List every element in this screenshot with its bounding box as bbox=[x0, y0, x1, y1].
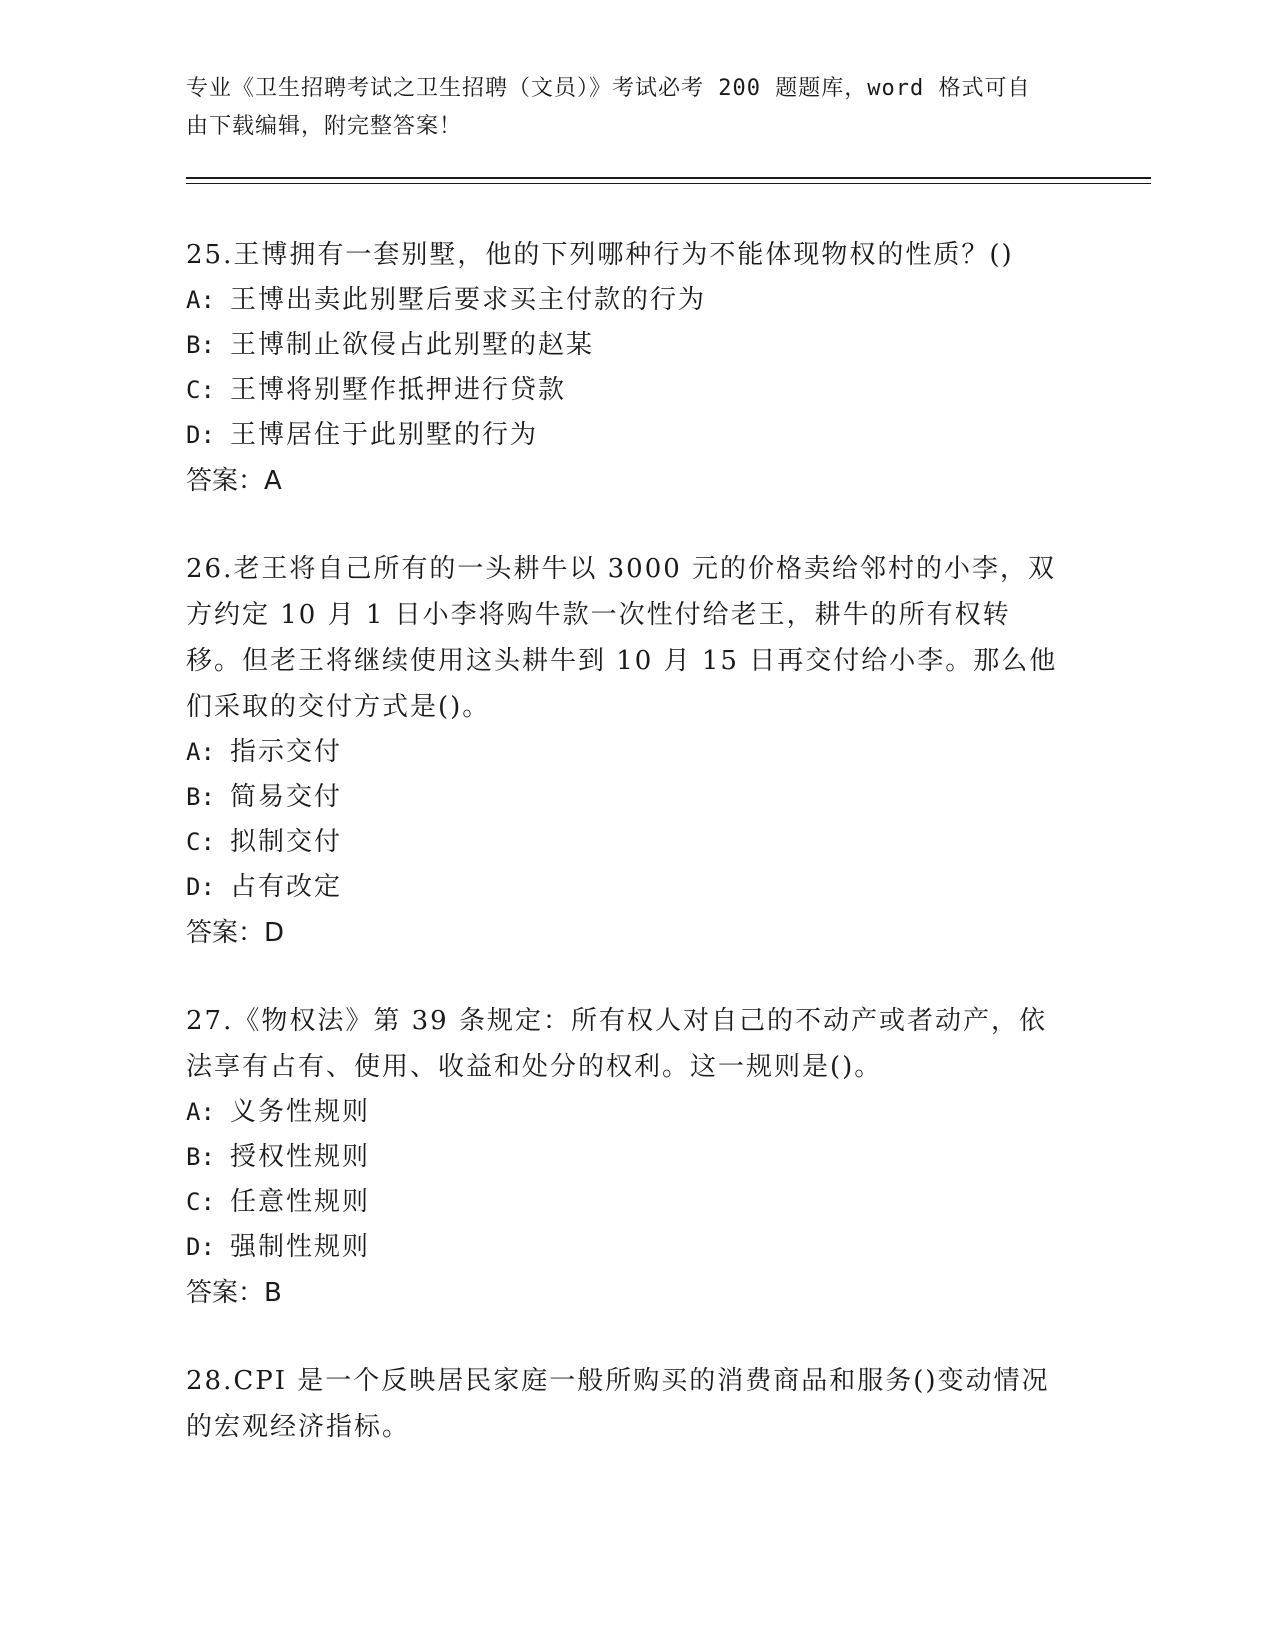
question-list bbox=[186, 232, 1066, 1492]
option-letter: C: bbox=[186, 376, 215, 404]
option-a bbox=[186, 278, 1066, 323]
option-c bbox=[186, 1180, 1066, 1225]
option-letter: A: bbox=[186, 286, 215, 314]
option-a bbox=[186, 730, 1066, 775]
question-25 bbox=[186, 232, 1066, 504]
option-text: 王博制止欲侵占此别墅的赵某 bbox=[230, 330, 595, 360]
document-header bbox=[186, 70, 1066, 146]
option-letter: A: bbox=[186, 1098, 215, 1126]
question-stem: 25.王博拥有一套别墅，他的下列哪种行为不能体现物权的性质？() bbox=[186, 240, 1014, 270]
question-28 bbox=[186, 1358, 1066, 1450]
option-text: 指示交付 bbox=[230, 737, 343, 767]
header-divider-thin bbox=[186, 183, 1151, 184]
option-c bbox=[186, 820, 1066, 865]
question-stem: 27.《物权法》第 39 条规定：所有权人对自己的不动产或者动产，依法享有占有、使用、收益和处分的权利。这一规则是()。 bbox=[186, 1006, 1047, 1082]
option-text: 王博居住于此别墅的行为 bbox=[230, 420, 539, 450]
option-letter: A: bbox=[186, 738, 215, 766]
option-letter: D: bbox=[186, 873, 215, 901]
option-text: 强制性规则 bbox=[230, 1232, 371, 1262]
option-text: 拟制交付 bbox=[230, 827, 343, 857]
option-text: 义务性规则 bbox=[230, 1097, 371, 1127]
option-letter: B: bbox=[186, 783, 215, 811]
header-line-2: 由下载编辑，附完整答案！ bbox=[186, 114, 463, 139]
option-text: 任意性规则 bbox=[230, 1187, 371, 1217]
option-letter: D: bbox=[186, 421, 215, 449]
question-27 bbox=[186, 998, 1066, 1316]
option-b bbox=[186, 1135, 1066, 1180]
option-text: 简易交付 bbox=[230, 782, 343, 812]
option-text: 王博将别墅作抵押进行贷款 bbox=[230, 375, 567, 405]
option-text: 王博出卖此别墅后要求买主付款的行为 bbox=[230, 285, 707, 315]
option-text: 占有改定 bbox=[230, 872, 343, 902]
option-letter: B: bbox=[186, 1143, 215, 1171]
question-stem: 28.CPI 是一个反映居民家庭一般所购买的消费商品和服务()变动情况的宏观经济指标。 bbox=[186, 1366, 1050, 1442]
option-d bbox=[186, 1225, 1066, 1270]
answer-line: 答案：D bbox=[186, 918, 285, 948]
answer-line: 答案：A bbox=[186, 466, 282, 496]
option-letter: C: bbox=[186, 1188, 215, 1216]
option-b bbox=[186, 775, 1066, 820]
header-line-1: 专业《卫生招聘考试之卫生招聘（文员）》考试必考 200 题题库，word 格式可自 bbox=[186, 76, 1031, 101]
option-letter: C: bbox=[186, 828, 215, 856]
option-letter: D: bbox=[186, 1233, 215, 1261]
answer-line: 答案：B bbox=[186, 1278, 282, 1308]
option-text: 授权性规则 bbox=[230, 1142, 371, 1172]
question-26 bbox=[186, 546, 1066, 956]
option-d bbox=[186, 413, 1066, 458]
option-d bbox=[186, 865, 1066, 910]
option-a bbox=[186, 1090, 1066, 1135]
option-letter: B: bbox=[186, 331, 215, 359]
header-divider-thick bbox=[186, 177, 1151, 179]
question-stem: 26.老王将自己所有的一头耕牛以 3000 元的价格卖给邻村的小李，双方约定 10 月 1 日小李将购牛款一次性付给老王，耕牛的所有权转移。但老王将继续使用这头耕牛到 10 月 15 日再交付给小李。那么他们采取的交付方式是()。 bbox=[186, 554, 1058, 722]
option-c bbox=[186, 368, 1066, 413]
option-b bbox=[186, 323, 1066, 368]
